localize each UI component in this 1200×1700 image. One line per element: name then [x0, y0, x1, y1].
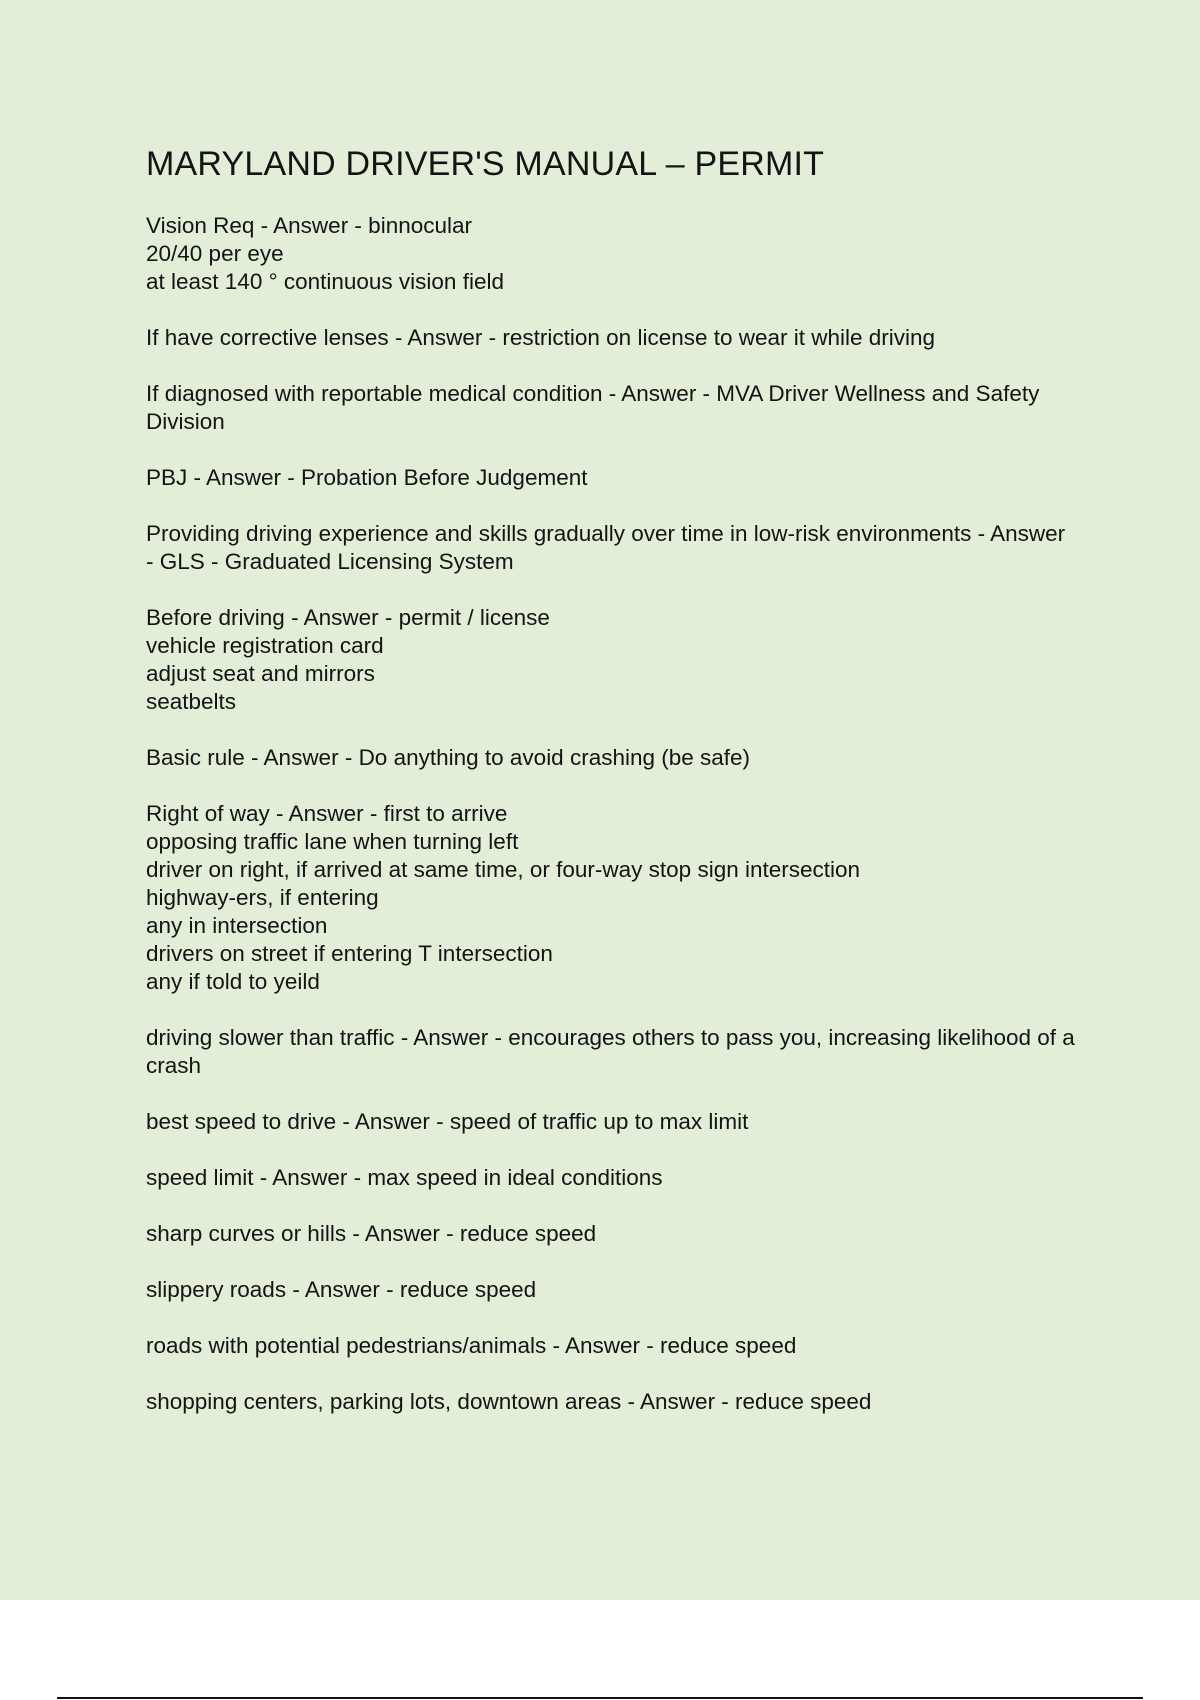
qa-line: best speed to drive - Answer - speed of traffic up to max limit — [146, 1109, 749, 1134]
qa-line: adjust seat and mirrors — [146, 661, 375, 686]
qa-line: Vision Req - Answer - binnocular — [146, 213, 472, 238]
qa-line: Basic rule - Answer - Do anything to avoid crashing (be safe) — [146, 745, 751, 770]
qa-line: shopping centers, parking lots, downtown areas - Answer - reduce speed — [146, 1389, 872, 1414]
qa-item — [146, 1276, 1076, 1304]
qa-item — [146, 464, 1076, 492]
qa-item — [146, 604, 1076, 716]
qa-line: opposing traffic lane when turning left — [146, 829, 519, 854]
qa-item — [146, 520, 1076, 576]
qa-line: Right of way - Answer - first to arrive — [146, 801, 508, 826]
qa-line: slippery roads - Answer - reduce speed — [146, 1277, 537, 1302]
qa-item — [146, 1220, 1076, 1248]
qa-line: any if told to yeild — [146, 969, 320, 994]
footer-divider — [57, 1697, 1143, 1699]
qa-item — [146, 1332, 1076, 1360]
qa-line: at least 140 ° continuous vision field — [146, 269, 504, 294]
qa-item — [146, 212, 1076, 296]
qa-line: If diagnosed with reportable medical condition - Answer - MVA Driver Wellness and Safety Division — [146, 381, 1040, 434]
qa-line: seatbelts — [146, 689, 237, 714]
qa-line: speed limit - Answer - max speed in ideal conditions — [146, 1165, 663, 1190]
qa-line: driver on right, if arrived at same time, or four-way stop sign intersection — [146, 857, 861, 882]
qa-line: Providing driving experience and skills gradually over time in low-risk environments - Answer - GLS - Graduated Licensing System — [146, 521, 1066, 574]
qa-line: If have corrective lenses - Answer - restriction on license to wear it while driving — [146, 325, 936, 350]
qa-list — [146, 212, 1076, 1416]
qa-line: any in intersection — [146, 913, 328, 938]
qa-line: vehicle registration card — [146, 633, 384, 658]
qa-item — [146, 1108, 1076, 1136]
qa-line: PBJ - Answer - Probation Before Judgement — [146, 465, 588, 490]
qa-item — [146, 324, 1076, 352]
qa-line: 20/40 per eye — [146, 241, 284, 266]
qa-line: driving slower than traffic - Answer - encourages others to pass you, increasing likelihood of a crash — [146, 1025, 1075, 1078]
qa-item — [146, 1164, 1076, 1192]
qa-item — [146, 380, 1076, 436]
qa-item — [146, 1388, 1076, 1416]
qa-line: highway-ers, if entering — [146, 885, 379, 910]
qa-item — [146, 1024, 1076, 1080]
qa-item — [146, 744, 1076, 772]
qa-line: roads with potential pedestrians/animals - Answer - reduce speed — [146, 1333, 797, 1358]
document-content — [146, 144, 1076, 1444]
qa-line: sharp curves or hills - Answer - reduce speed — [146, 1221, 597, 1246]
qa-item — [146, 800, 1076, 996]
qa-line: drivers on street if entering T intersection — [146, 941, 553, 966]
document-title: MARYLAND DRIVER'S MANUAL – PERMIT — [146, 145, 825, 183]
qa-line: Before driving - Answer - permit / license — [146, 605, 550, 630]
